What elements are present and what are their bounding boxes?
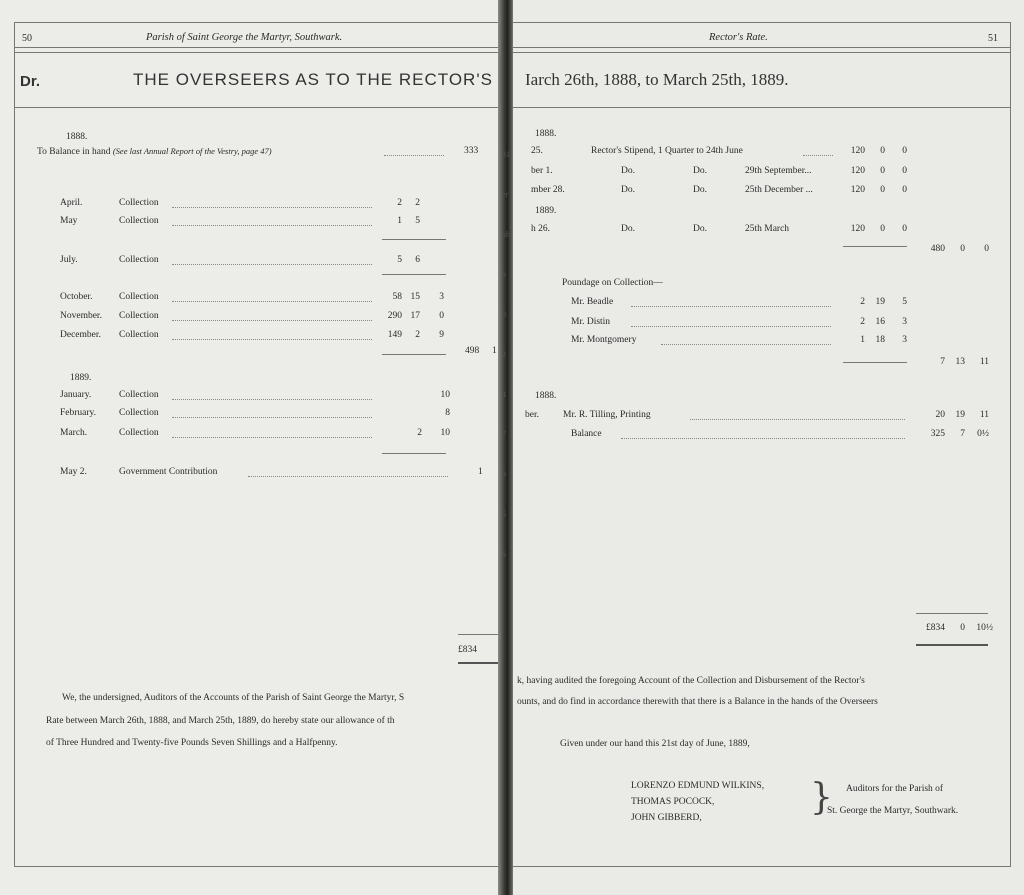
leader-dots bbox=[172, 417, 372, 418]
gutter-fragment: 6 bbox=[502, 550, 506, 559]
row-month: May bbox=[60, 216, 78, 226]
row-item: Collection bbox=[119, 292, 159, 302]
subtotal-1888-b: 1 bbox=[492, 346, 497, 356]
row-b: 10 bbox=[440, 428, 450, 438]
dr-label: Dr. bbox=[20, 73, 41, 90]
balance-amount: 333 bbox=[464, 146, 479, 156]
running-head: Rector's Rate. bbox=[709, 32, 768, 43]
frame-left bbox=[14, 22, 15, 867]
row-item: Collection bbox=[119, 390, 159, 400]
grand-total-l: £834 bbox=[926, 623, 945, 633]
leader-dots bbox=[384, 155, 444, 156]
leader-dots bbox=[172, 399, 372, 400]
subtotal-rule bbox=[382, 354, 446, 355]
stipend-a: 120 bbox=[850, 166, 865, 176]
stipend-do: Do. bbox=[693, 185, 707, 195]
row-a: 58 bbox=[392, 292, 402, 302]
row-a: 2 bbox=[417, 428, 422, 438]
row-item: Collection bbox=[119, 330, 159, 340]
gutter-fragment: 2 bbox=[502, 350, 506, 359]
frame-bottom bbox=[14, 866, 500, 867]
printing-l: 20 bbox=[935, 410, 945, 420]
gov-date: May 2. bbox=[60, 467, 87, 477]
frame-right bbox=[1010, 22, 1011, 867]
poundage-b: 19 bbox=[875, 297, 885, 307]
row-item: Collection bbox=[119, 198, 159, 208]
page-number: 50 bbox=[22, 33, 32, 44]
gutter-fragment: h bbox=[502, 270, 506, 279]
poundage-name: Mr. Beadle bbox=[571, 297, 614, 307]
stipend-do: Do. bbox=[693, 224, 707, 234]
row-month: October. bbox=[60, 292, 93, 302]
poundage-total-d: 11 bbox=[979, 357, 989, 367]
stipend-total-s: 0 bbox=[960, 244, 965, 254]
left-total: £834 bbox=[458, 645, 477, 655]
leader-dots bbox=[172, 225, 372, 226]
subtotal-rule bbox=[843, 362, 907, 363]
grand-total-d: 10½ bbox=[976, 623, 993, 633]
leader-dots bbox=[172, 320, 372, 321]
row-a: 1 bbox=[397, 216, 402, 226]
row-b: 15 bbox=[410, 292, 420, 302]
poundage-total-s: 13 bbox=[955, 357, 965, 367]
gutter-fragment: 9 bbox=[502, 470, 506, 479]
year-1889: 1889. bbox=[70, 373, 92, 383]
subtotal-rule bbox=[382, 239, 446, 240]
row-b: 5 bbox=[415, 216, 420, 226]
row-a: 290 bbox=[387, 311, 402, 321]
poundage-head: Poundage on Collection— bbox=[562, 278, 663, 288]
auditors-of-1: Auditors for the Parish of bbox=[846, 784, 944, 794]
balance-s: 7 bbox=[960, 429, 965, 439]
poundage-c: 3 bbox=[902, 335, 907, 345]
poundage-a: 2 bbox=[860, 317, 865, 327]
year-1889: 1889. bbox=[535, 206, 557, 216]
leader-dots bbox=[690, 419, 905, 420]
auditor-name: LORENZO EDMUND WILKINS, bbox=[631, 781, 765, 791]
stipend-date: 25. bbox=[531, 146, 543, 156]
page-number: 51 bbox=[988, 33, 998, 44]
row-b: 6 bbox=[415, 255, 420, 265]
poundage-c: 5 bbox=[902, 297, 907, 307]
title-rule bbox=[513, 107, 1011, 108]
stipend-total-d: 0 bbox=[984, 244, 989, 254]
stipend-do: Do. bbox=[621, 224, 635, 234]
left-page bbox=[0, 0, 500, 895]
leader-dots bbox=[172, 339, 372, 340]
leader-dots bbox=[248, 476, 448, 477]
printing-d: 11 bbox=[979, 410, 989, 420]
auditors-of-2: St. George the Martyr, Southwark. bbox=[827, 806, 959, 816]
row-c: 0 bbox=[439, 311, 444, 321]
gutter-fragment: 4 bbox=[502, 390, 506, 399]
balance-item: Balance bbox=[571, 429, 602, 439]
balance-d: 0½ bbox=[977, 429, 989, 439]
stipend-a: 120 bbox=[850, 185, 865, 195]
row-month: April. bbox=[60, 198, 83, 208]
head-rule-2 bbox=[513, 52, 1011, 53]
grand-total-rule bbox=[916, 613, 988, 614]
audit-para-1: k, having audited the foregoing Account of the Collection and Disbursement of the Rector's bbox=[517, 676, 865, 686]
row-month: November. bbox=[60, 311, 102, 321]
stipend-tail: 25th March bbox=[745, 224, 790, 234]
poundage-name: Mr. Montgomery bbox=[571, 335, 637, 345]
year-1888b: 1888. bbox=[535, 391, 557, 401]
grand-total-s: 0 bbox=[960, 623, 965, 633]
poundage-a: 1 bbox=[860, 335, 865, 345]
year-1888: 1888. bbox=[66, 132, 88, 142]
page-title: THE OVERSEERS AS TO THE RECTOR'S bbox=[133, 70, 493, 89]
leader-dots bbox=[172, 264, 372, 265]
stipend-tail: 29th September... bbox=[745, 166, 812, 176]
gutter-fragment: 7 bbox=[502, 430, 506, 439]
row-b: 2 bbox=[415, 198, 420, 208]
leader-dots bbox=[621, 438, 905, 439]
stipend-total-l: 480 bbox=[930, 244, 945, 254]
row-b: 17 bbox=[410, 311, 420, 321]
year-1888: 1888. bbox=[535, 129, 557, 139]
poundage-a: 2 bbox=[860, 297, 865, 307]
printing-item: Mr. R. Tilling, Printing bbox=[563, 410, 651, 420]
gov-item: Government Contribution bbox=[119, 467, 218, 477]
leader-dots bbox=[661, 344, 831, 345]
stipend-b: 0 bbox=[880, 146, 885, 156]
gutter-fragment: er bbox=[502, 190, 509, 199]
auditor-para-1: We, the undersigned, Auditors of the Accounts of the Parish of Saint George the Martyr, S bbox=[62, 693, 405, 703]
title-rule bbox=[14, 107, 500, 108]
gutter-fragment: nb bbox=[502, 230, 510, 239]
audit-para-2: ounts, and do find in accordance therewith that there is a Balance in the hands of the Overseers bbox=[517, 697, 878, 707]
poundage-total-l: 7 bbox=[940, 357, 945, 367]
stipend-c: 0 bbox=[902, 166, 907, 176]
row-month: January. bbox=[60, 390, 92, 400]
auditor-para-2: Rate between March 26th, 1888, and March 25th, 1889, do hereby state our allowance of th bbox=[46, 716, 395, 726]
leader-dots bbox=[172, 207, 372, 208]
stipend-a: 120 bbox=[850, 146, 865, 156]
stipend-c: 0 bbox=[902, 224, 907, 234]
head-rule-1 bbox=[14, 47, 500, 48]
auditor-name: THOMAS POCOCK, bbox=[631, 797, 715, 807]
row-month: February. bbox=[60, 408, 97, 418]
row-a: 149 bbox=[387, 330, 402, 340]
poundage-b: 18 bbox=[875, 335, 885, 345]
stipend-a: 120 bbox=[850, 224, 865, 234]
balance-note: (See last Annual Report of the Vestry, page 47) bbox=[112, 146, 272, 156]
leader-dots bbox=[172, 301, 372, 302]
total-rule bbox=[458, 634, 500, 635]
row-a: 5 bbox=[397, 255, 402, 265]
subtotal-rule bbox=[382, 274, 446, 275]
row-c: 9 bbox=[439, 330, 444, 340]
stipend-desc: Rector's Stipend, 1 Quarter to 24th June bbox=[591, 146, 743, 156]
row-month: July. bbox=[60, 255, 78, 265]
poundage-name: Mr. Distin bbox=[571, 317, 611, 327]
right-page bbox=[513, 0, 1024, 895]
row-c: 3 bbox=[439, 292, 444, 302]
row-item: Collection bbox=[119, 216, 159, 226]
stipend-tail: 25th December ... bbox=[745, 185, 813, 195]
stipend-b: 0 bbox=[880, 166, 885, 176]
gutter-fragment: 31 bbox=[502, 150, 510, 159]
subtotal-1888: 498 bbox=[465, 346, 480, 356]
row-month: December. bbox=[60, 330, 101, 340]
row-item: Collection bbox=[119, 408, 159, 418]
balance-line bbox=[37, 146, 272, 158]
row-item: Collection bbox=[119, 255, 159, 265]
stipend-date: h 26. bbox=[531, 224, 550, 234]
leader-dots bbox=[631, 326, 831, 327]
head-rule-2 bbox=[14, 52, 500, 53]
subtotal-rule bbox=[382, 453, 446, 454]
stipend-b: 0 bbox=[880, 224, 885, 234]
frame-bottom bbox=[513, 866, 1011, 867]
stipend-date: mber 28. bbox=[531, 185, 565, 195]
printing-s: 19 bbox=[955, 410, 965, 420]
leader-dots bbox=[631, 306, 831, 307]
leader-dots bbox=[803, 155, 833, 156]
stipend-date: ber 1. bbox=[531, 166, 553, 176]
given-line: Given under our hand this 21st day of June, 1889, bbox=[560, 739, 750, 749]
row-a: 2 bbox=[397, 198, 402, 208]
running-head: Parish of Saint George the Martyr, Southwark. bbox=[146, 32, 343, 43]
gov-amount: 1 bbox=[478, 467, 483, 477]
frame-top bbox=[14, 22, 500, 23]
subtotal-rule bbox=[843, 246, 907, 247]
stipend-do: Do. bbox=[621, 185, 635, 195]
stipend-c: 0 bbox=[902, 146, 907, 156]
auditor-para-3: of Three Hundred and Twenty-five Pounds Seven Shillings and a Halfpenny. bbox=[46, 738, 338, 748]
poundage-b: 16 bbox=[875, 317, 885, 327]
stipend-b: 0 bbox=[880, 185, 885, 195]
poundage-c: 3 bbox=[902, 317, 907, 327]
auditor-name: JOHN GIBBERD, bbox=[631, 813, 702, 823]
grand-total-double-rule bbox=[916, 644, 988, 646]
row-b: 8 bbox=[445, 408, 450, 418]
head-rule-1 bbox=[513, 47, 1011, 48]
balance-l: 325 bbox=[930, 429, 945, 439]
row-item: Collection bbox=[119, 311, 159, 321]
gutter-fragment: 5 bbox=[502, 510, 506, 519]
balance-label: To Balance in hand bbox=[37, 147, 111, 157]
total-double-rule bbox=[458, 662, 500, 664]
stipend-do: Do. bbox=[621, 166, 635, 176]
page-title: Iarch 26th, 1888, to March 25th, 1889. bbox=[525, 70, 789, 89]
row-b: 2 bbox=[415, 330, 420, 340]
row-month: March. bbox=[60, 428, 88, 438]
brace-glyph: } bbox=[810, 777, 833, 818]
leader-dots bbox=[172, 437, 372, 438]
row-b: 10 bbox=[440, 390, 450, 400]
gutter-fragment: 0 bbox=[502, 310, 506, 319]
row-item: Collection bbox=[119, 428, 159, 438]
stipend-do: Do. bbox=[693, 166, 707, 176]
frame-top bbox=[513, 22, 1011, 23]
stipend-c: 0 bbox=[902, 185, 907, 195]
printing-date: ber. bbox=[525, 410, 539, 420]
